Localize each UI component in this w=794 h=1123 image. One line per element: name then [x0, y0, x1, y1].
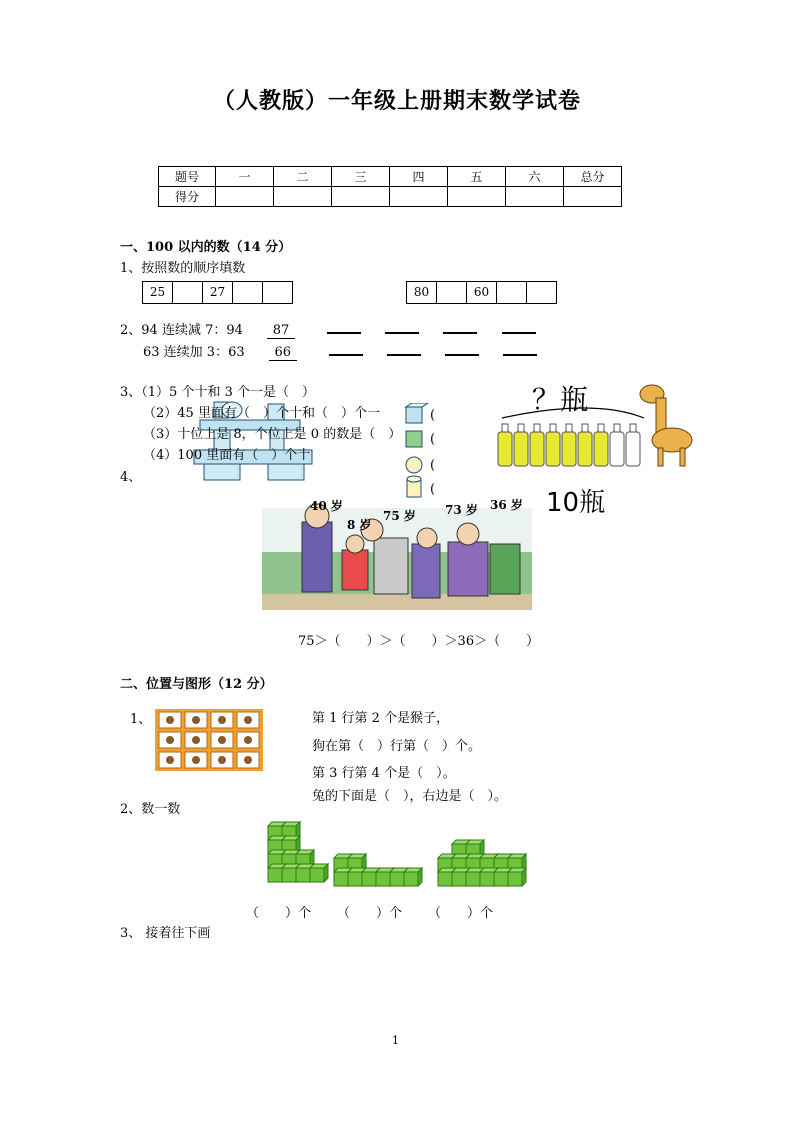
- svg-text:(: (: [430, 408, 436, 423]
- sequence-box[interactable]: [497, 282, 527, 303]
- shapes-column-image: [400, 403, 442, 501]
- question-line: [143, 341, 537, 361]
- question-line: （4）100 里面有（ ）个十: [143, 448, 311, 463]
- question-line: （3）十位上是 8，个位上是 0 的数是（ ）: [143, 427, 402, 442]
- answer-blank[interactable]: [387, 344, 421, 356]
- cube-figures-image: [262, 818, 532, 894]
- table-cell: 题号: [159, 167, 216, 187]
- question-line: 3、（1）5 个十和 3 个一是（ ）: [120, 385, 315, 400]
- table-cell: 五: [448, 167, 506, 187]
- sequence-box[interactable]: [173, 282, 203, 303]
- bottles-image: [494, 380, 704, 472]
- age-order-question: 75＞（ ）＞（ ）＞36＞（ ）: [298, 634, 540, 649]
- table-cell: 六: [506, 167, 564, 187]
- question-line: 第 3 行第 4 个是（ ）。: [312, 766, 456, 781]
- question-line: 狗在第（ ）行第（ ）个。: [312, 739, 482, 754]
- count-answer[interactable]: （ ）个: [428, 906, 494, 921]
- sequence-box[interactable]: [233, 282, 263, 303]
- bottle-total-label: 10瓶: [546, 488, 606, 518]
- score-input-cell[interactable]: [274, 187, 332, 207]
- score-table: [158, 166, 622, 207]
- section-heading: 一、100 以内的数（14 分）: [120, 240, 292, 255]
- answer-blank[interactable]: [443, 322, 477, 334]
- score-input-cell[interactable]: [564, 187, 622, 207]
- score-input-cell[interactable]: [506, 187, 564, 207]
- answer-value: 66: [269, 345, 297, 361]
- score-input-cell[interactable]: [390, 187, 448, 207]
- age-label: 75 岁: [383, 509, 416, 523]
- animal-grid-image: [155, 709, 263, 771]
- question-label: 2、数一数: [120, 802, 181, 817]
- sequence-box[interactable]: [263, 282, 292, 303]
- age-label: 40 岁: [310, 499, 343, 513]
- question-line: 兔的下面是（ ），右边是（ ）。: [312, 789, 508, 804]
- question-label: 2、94 连续减 7：94: [120, 323, 243, 338]
- sequence-box: 60: [467, 282, 497, 303]
- page-number: 1: [392, 1034, 399, 1047]
- question-label: 1、: [130, 712, 152, 727]
- question-label: 63 连续加 3：63: [143, 345, 245, 360]
- answer-blank[interactable]: [327, 322, 361, 334]
- question-line: 第 1 行第 2 个是猴子，: [312, 711, 450, 726]
- question-label: 1、按照数的顺序填数: [120, 261, 246, 276]
- sequence-box: 25: [143, 282, 173, 303]
- question-line: [120, 319, 536, 339]
- question-label: 3、 接着往下画: [120, 926, 211, 941]
- sequence-box: 80: [407, 282, 437, 303]
- table-cell: 二: [274, 167, 332, 187]
- age-label: 8 岁: [347, 518, 372, 532]
- question-label: 4、: [120, 470, 142, 485]
- age-label: 36 岁: [490, 498, 523, 512]
- answer-blank[interactable]: [329, 344, 363, 356]
- table-cell: 四: [390, 167, 448, 187]
- question-line: （2）45 里面有（ ）个十和（ ）个一: [143, 406, 380, 421]
- answer-value: 87: [267, 323, 295, 339]
- sequence-box[interactable]: [437, 282, 467, 303]
- table-cell: 得分: [159, 187, 216, 207]
- score-input-cell[interactable]: [448, 187, 506, 207]
- count-answer[interactable]: （ ）个: [246, 906, 312, 921]
- svg-text:(: (: [430, 482, 436, 497]
- svg-text:(: (: [430, 432, 436, 447]
- count-answer[interactable]: （ ）个: [337, 906, 403, 921]
- answer-blank[interactable]: [503, 344, 537, 356]
- sequence-box[interactable]: [527, 282, 556, 303]
- score-input-cell[interactable]: [216, 187, 274, 207]
- bottle-question-label: ？瓶: [532, 383, 589, 416]
- answer-blank[interactable]: [445, 344, 479, 356]
- score-input-cell[interactable]: [332, 187, 390, 207]
- table-cell: 一: [216, 167, 274, 187]
- svg-text:(: (: [430, 458, 436, 473]
- section-heading: 二、位置与图形（12 分）: [120, 677, 273, 692]
- answer-blank[interactable]: [502, 322, 536, 334]
- page-title: （人教版）一年级上册期末数学试卷: [212, 89, 581, 114]
- table-cell: 总分: [564, 167, 622, 187]
- answer-blank[interactable]: [385, 322, 419, 334]
- sequence-box: 27: [203, 282, 233, 303]
- age-label: 73 岁: [445, 503, 478, 517]
- sequence-boxes-1: [142, 281, 293, 304]
- table-cell: 三: [332, 167, 390, 187]
- sequence-boxes-2: [406, 281, 557, 304]
